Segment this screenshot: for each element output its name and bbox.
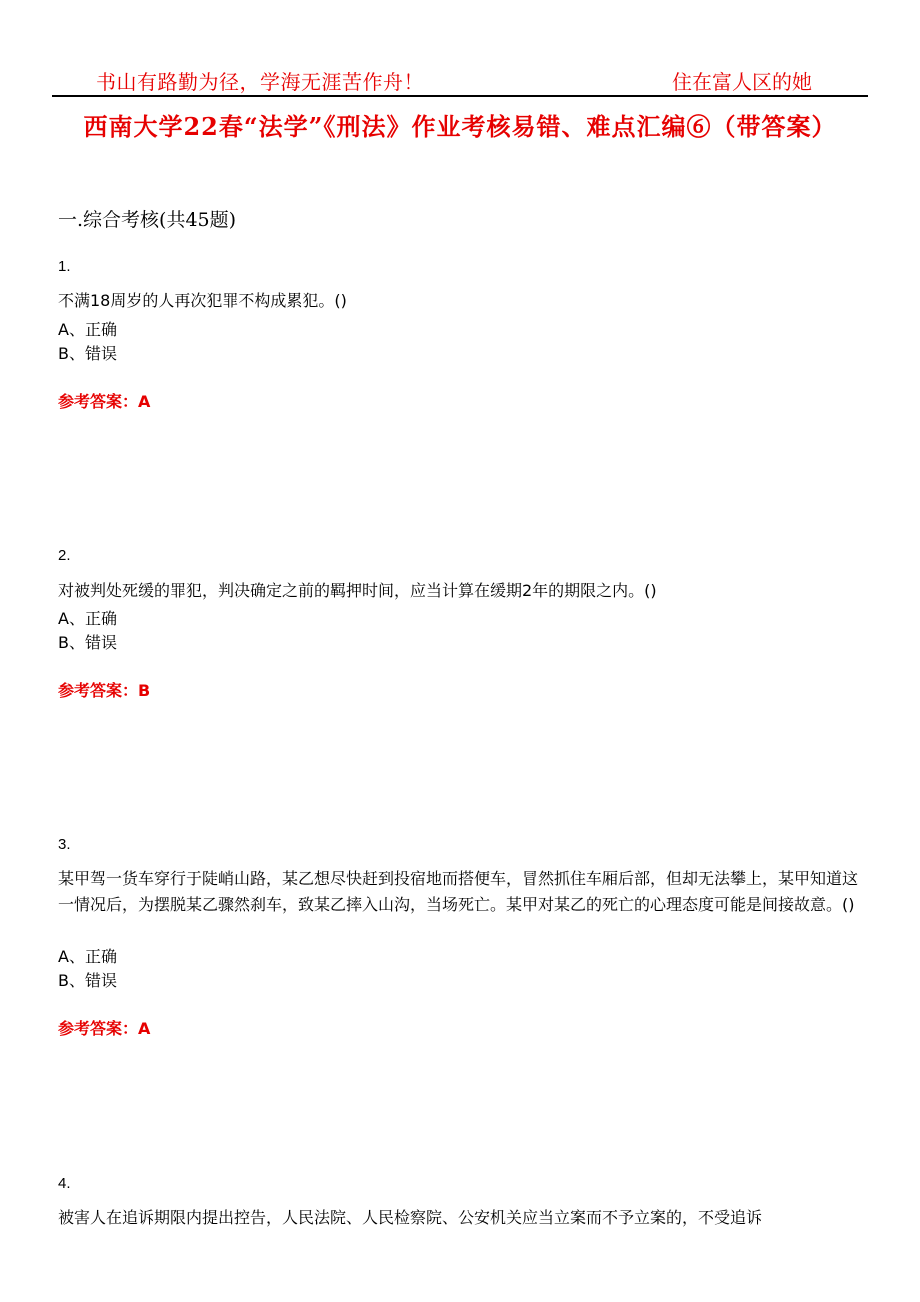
option-b: B、错误 xyxy=(58,633,117,652)
section-title: 一.综合考核(共45题) xyxy=(58,209,237,231)
option-a: A、正确 xyxy=(58,609,117,628)
answer-key: 参考答案：B xyxy=(58,681,151,700)
answer-key: 参考答案：A xyxy=(58,392,151,411)
question-number: 2. xyxy=(58,547,71,564)
question-number: 4. xyxy=(58,1175,71,1192)
option-a: A、正确 xyxy=(58,947,117,966)
option-a: A、正确 xyxy=(58,320,117,339)
option-b: B、错误 xyxy=(58,344,117,363)
question-text: 被害人在追诉期限内提出控告，人民法院、人民检察院、公安机关应当立案而不予立案的，不受追诉 xyxy=(58,1208,763,1227)
question-number: 1. xyxy=(58,258,71,275)
question-text: 某甲驾一货车穿行于陡峭山路，某乙想尽快赶到投宿地而搭便车，冒然抓住车厢后部，但却无法攀上，某甲知道这一情况后，为摆脱某乙骤然刹车，致某乙摔入山沟，当场死亡。某甲对某乙的死亡的心理态度可能是间接故意。() xyxy=(58,869,859,914)
document-title: 西南大学22春“法学”《刑法》作业考核易错、难点汇编⑥（带答案） xyxy=(83,112,837,141)
question-text: 不满18周岁的人再次犯罪不构成累犯。() xyxy=(58,291,347,310)
question-number: 3. xyxy=(58,836,71,853)
header-divider xyxy=(52,95,868,97)
header-right-motto: 住在富人区的她 xyxy=(672,70,812,94)
answer-key: 参考答案：A xyxy=(58,1019,151,1038)
option-b: B、错误 xyxy=(58,971,117,990)
header-left-motto: 书山有路勤为径，学海无涯苦作舟！ xyxy=(96,70,424,94)
question-text: 对被判处死缓的罪犯，判决确定之前的羁押时间，应当计算在缓期2年的期限之内。() xyxy=(58,581,657,600)
